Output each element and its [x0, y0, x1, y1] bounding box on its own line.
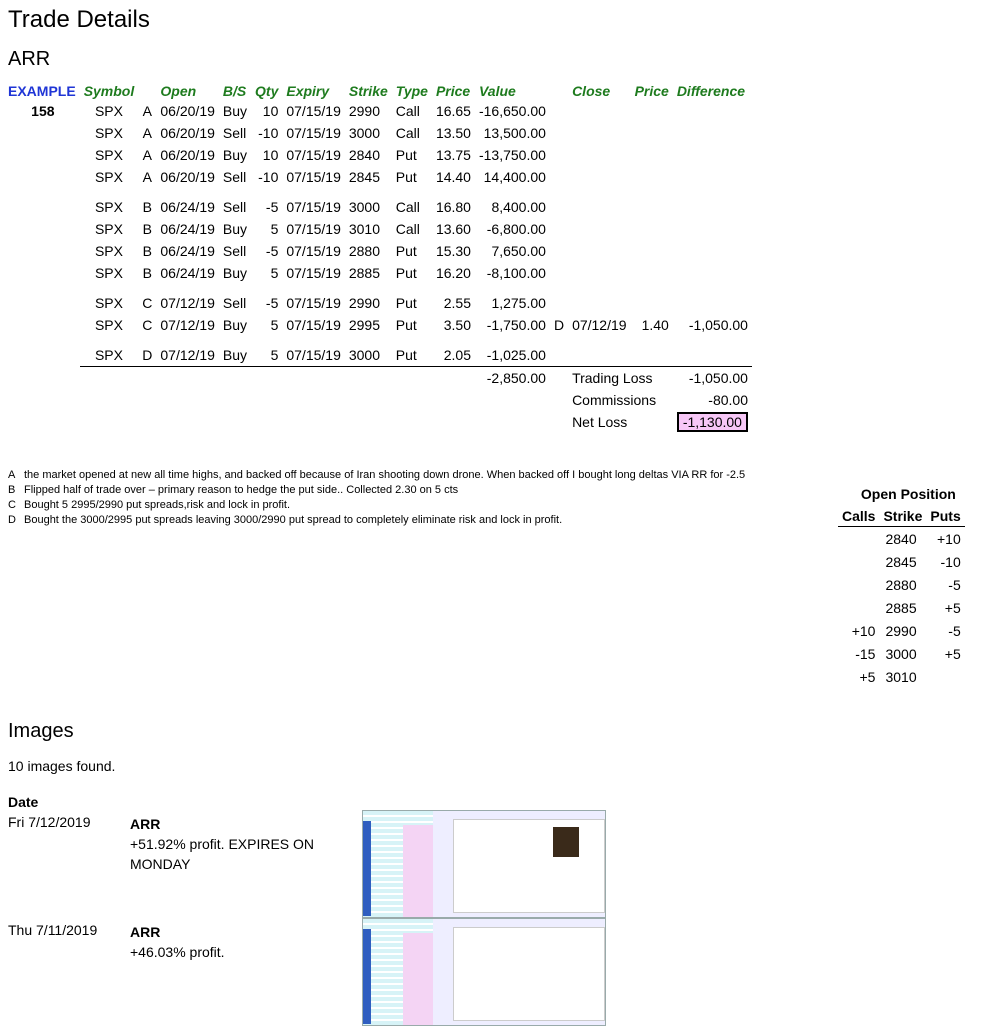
- open-position-row: [838, 527, 965, 551]
- value-total: -2,850.00: [80, 367, 550, 390]
- open-position-calls: -15: [855, 645, 876, 662]
- open-position-calls: [838, 573, 879, 596]
- col-price: Price: [435, 83, 471, 99]
- cell-close-price: 1.40: [641, 317, 669, 333]
- cell-qty: -10: [258, 125, 279, 141]
- cell-close-leg: [550, 262, 568, 284]
- cell-open: 06/20/19: [160, 147, 215, 163]
- cell-type: Call: [395, 103, 420, 119]
- cell-close-price: [631, 196, 673, 218]
- cell-open: 07/12/19: [160, 317, 215, 333]
- cell-type: Put: [395, 147, 417, 163]
- cell-strike: 3010: [348, 221, 381, 237]
- trade-table-header: [6, 82, 752, 100]
- cell-close-leg: [550, 240, 568, 262]
- open-position-row: [838, 619, 965, 642]
- cell-close: [568, 292, 631, 314]
- cell-qty: -5: [265, 295, 279, 311]
- cell-expiry: 07/15/19: [286, 317, 341, 333]
- trade-number-cell: [6, 166, 80, 188]
- cell-close-leg: D: [553, 317, 565, 333]
- cell-close: [568, 100, 631, 122]
- trade-number-cell: [6, 240, 80, 262]
- cell-strike: 2885: [348, 265, 381, 281]
- cell-strike: 2990: [348, 295, 381, 311]
- trade-row: [6, 314, 752, 336]
- open-position-row: [838, 665, 965, 688]
- cell-bs: Sell: [222, 199, 247, 215]
- trade-number-cell: [6, 314, 80, 336]
- cell-qty: 5: [270, 347, 279, 363]
- cell-expiry: 07/15/19: [286, 221, 341, 237]
- col-example: EXAMPLE: [8, 83, 76, 99]
- cell-difference: -1,050.00: [688, 317, 748, 333]
- cell-close-leg: [550, 100, 568, 122]
- col-close: Close: [572, 83, 611, 99]
- cell-qty: -5: [265, 199, 279, 215]
- cell-type: Put: [395, 243, 417, 259]
- trade-number-cell: [6, 144, 80, 166]
- open-position-strike: 2840: [885, 530, 917, 547]
- trade-row: [6, 166, 752, 188]
- cell-sym: SPX: [94, 125, 123, 141]
- cell-value: -6,800.00: [486, 221, 546, 237]
- cell-bs: Buy: [222, 265, 248, 281]
- cell-close-price: [631, 218, 673, 240]
- cell-value: 13,500.00: [483, 125, 546, 141]
- cell-value: -1,750.00: [486, 317, 546, 333]
- cell-strike: 2995: [348, 317, 381, 333]
- cell-price: 16.65: [435, 103, 471, 119]
- col-qty: Qty: [255, 83, 279, 99]
- open-position-calls: [838, 527, 879, 551]
- cell-qty: 5: [270, 221, 279, 237]
- cell-expiry: 07/15/19: [286, 103, 341, 119]
- cell-close-leg: [550, 122, 568, 144]
- col-value: Value: [478, 83, 516, 99]
- cell-difference: [673, 144, 752, 166]
- trading-loss-value: -1,050.00: [673, 367, 752, 390]
- cell-leg: A: [142, 125, 152, 141]
- note-item: [8, 498, 828, 513]
- cell-expiry: 07/15/19: [286, 125, 341, 141]
- trade-row: [6, 100, 752, 122]
- trade-row: [6, 344, 752, 367]
- cell-expiry: 07/15/19: [286, 295, 341, 311]
- cell-difference: [673, 240, 752, 262]
- cell-difference: [673, 196, 752, 218]
- cell-close: [568, 166, 631, 188]
- open-position-puts: -10: [940, 553, 961, 570]
- cell-close-leg: [550, 218, 568, 240]
- cell-price: 3.50: [443, 317, 471, 333]
- cell-close-price: [631, 262, 673, 284]
- cell-close: [568, 344, 631, 367]
- cell-value: 8,400.00: [491, 199, 546, 215]
- cell-value: -8,100.00: [486, 265, 546, 281]
- cell-bs: Sell: [222, 295, 247, 311]
- cell-open: 06/24/19: [160, 265, 215, 281]
- cell-leg: D: [142, 347, 153, 363]
- col-expiry: Expiry: [286, 83, 330, 99]
- cell-price: 2.05: [443, 347, 471, 363]
- open-position-strike: 3010: [885, 668, 917, 685]
- note-text: the market opened at new all time highs, and backed off because of Iran shooting down drone. When backed off I bought long deltas VIA RR for -2.5: [24, 469, 746, 481]
- open-position-puts: +5: [944, 599, 961, 616]
- cell-type: Put: [395, 265, 417, 281]
- cell-type: Put: [395, 347, 417, 363]
- col-strike: Strike: [348, 83, 388, 99]
- cell-open: 06/24/19: [160, 199, 215, 215]
- trade-row: [6, 262, 752, 284]
- net-loss-value: -1,130.00: [677, 412, 748, 432]
- cell-expiry: 07/15/19: [286, 199, 341, 215]
- note-key: B: [8, 484, 16, 496]
- cell-leg: B: [142, 243, 152, 259]
- cell-sym: SPX: [94, 265, 123, 281]
- cell-qty: 10: [262, 103, 279, 119]
- open-position-calls: +10: [851, 622, 876, 639]
- trade-row: [6, 218, 752, 240]
- cell-sym: SPX: [94, 199, 123, 215]
- trade-notes: [8, 468, 828, 528]
- cell-close-leg: [550, 196, 568, 218]
- cell-leg: B: [142, 221, 152, 237]
- trade-row: [6, 240, 752, 262]
- cell-qty: -10: [258, 169, 279, 185]
- cell-bs: Buy: [222, 147, 248, 163]
- cell-sym: SPX: [94, 103, 123, 119]
- cell-difference: [673, 218, 752, 240]
- open-position-calls-header: Calls: [838, 506, 879, 527]
- trade-row: [6, 122, 752, 144]
- cell-close-leg: [550, 344, 568, 367]
- cell-type: Call: [395, 125, 420, 141]
- image-entry-date: Fri 7/12/2019: [8, 814, 91, 830]
- cell-open: 07/12/19: [160, 295, 215, 311]
- cell-leg: A: [142, 147, 152, 163]
- cell-price: 2.55: [443, 295, 471, 311]
- open-position-table: [838, 486, 965, 688]
- cell-sym: SPX: [94, 347, 123, 363]
- cell-close: [568, 144, 631, 166]
- cell-close: 07/12/19: [572, 317, 627, 333]
- cell-open: 06/20/19: [160, 125, 215, 141]
- image-entry-text: +51.92% profit. EXPIRES ON MONDAY: [130, 836, 315, 872]
- trade-row: [6, 196, 752, 218]
- col-close-price: Price: [634, 83, 669, 99]
- cell-price: 15.30: [435, 243, 471, 259]
- cell-close: [568, 218, 631, 240]
- cell-close-price: [631, 144, 673, 166]
- trade-number-cell: [6, 218, 80, 240]
- cell-open: 06/20/19: [160, 169, 215, 185]
- cell-close-price: [631, 166, 673, 188]
- cell-close-price: [631, 240, 673, 262]
- cell-qty: -5: [265, 243, 279, 259]
- date-column-header: Date: [8, 794, 39, 810]
- cell-expiry: 07/15/19: [286, 265, 341, 281]
- open-position-puts: +5: [944, 645, 961, 662]
- note-item: [8, 468, 828, 483]
- cell-close-price: [631, 100, 673, 122]
- image-entry-date: Thu 7/11/2019: [8, 922, 98, 938]
- cell-price: 13.75: [435, 147, 471, 163]
- cell-difference: [673, 344, 752, 367]
- open-position-puts: +10: [936, 530, 961, 547]
- image-entry-symbol: ARR: [130, 924, 161, 940]
- trade-row: [6, 144, 752, 166]
- cell-value: 7,650.00: [491, 243, 546, 259]
- col-type: Type: [395, 83, 428, 99]
- trade-number-cell: [6, 122, 80, 144]
- cell-leg: A: [142, 169, 152, 185]
- trade-row: [6, 292, 752, 314]
- cell-strike: 3000: [348, 125, 381, 141]
- cell-value: -1,025.00: [486, 347, 546, 363]
- image-entry-text: +46.03% profit.: [130, 944, 225, 960]
- note-key: C: [8, 499, 16, 511]
- cell-qty: 5: [270, 317, 279, 333]
- trade-number: 158: [31, 103, 55, 119]
- cell-strike: 2845: [348, 169, 381, 185]
- cell-close-leg: [550, 166, 568, 188]
- images-count: 10 images found.: [8, 758, 116, 774]
- cell-bs: Buy: [222, 103, 248, 119]
- cell-difference: [673, 100, 752, 122]
- cell-leg: C: [142, 317, 153, 333]
- cell-type: Call: [395, 199, 420, 215]
- images-heading: Images: [8, 720, 74, 742]
- cell-bs: Sell: [222, 169, 247, 185]
- cell-leg: C: [142, 295, 153, 311]
- open-position-calls: [838, 550, 879, 573]
- cell-value: 14,400.00: [483, 169, 546, 185]
- cell-bs: Sell: [222, 243, 247, 259]
- cell-expiry: 07/15/19: [286, 169, 341, 185]
- open-position-row: [838, 550, 965, 573]
- cell-strike: 2990: [348, 103, 381, 119]
- note-key: A: [8, 469, 16, 481]
- cell-price: 16.20: [435, 265, 471, 281]
- col-difference: Difference: [676, 83, 746, 99]
- cell-bs: Buy: [222, 347, 248, 363]
- note-text: Bought 5 2995/2990 put spreads,risk and lock in profit.: [24, 499, 291, 511]
- cell-open: 06/20/19: [160, 103, 215, 119]
- note-text: Bought the 3000/2995 put spreads leaving 3000/2990 put spread to completely eliminate risk and lock in profit.: [24, 514, 563, 526]
- col-open: Open: [160, 83, 197, 99]
- cell-leg: B: [142, 199, 152, 215]
- cell-leg: A: [142, 103, 152, 119]
- cell-expiry: 07/15/19: [286, 243, 341, 259]
- cell-price: 16.80: [435, 199, 471, 215]
- cell-strike: 2840: [348, 147, 381, 163]
- open-position-puts: -5: [948, 622, 961, 639]
- commissions-label: Commissions: [572, 392, 657, 408]
- cell-bs: Sell: [222, 125, 247, 141]
- cell-price: 13.60: [435, 221, 471, 237]
- cell-close: [568, 240, 631, 262]
- trade-table: [6, 82, 752, 433]
- cell-close-price: [631, 344, 673, 367]
- note-item: [8, 513, 828, 528]
- screenshot-thumbnail[interactable]: [362, 918, 606, 1026]
- cell-close: [568, 122, 631, 144]
- trading-loss-label: Trading Loss: [568, 367, 673, 390]
- open-position-row: [838, 642, 965, 665]
- cell-value: 1,275.00: [491, 295, 546, 311]
- cell-type: Call: [395, 221, 420, 237]
- cell-bs: Buy: [222, 221, 248, 237]
- cell-difference: [673, 122, 752, 144]
- cell-sym: SPX: [94, 317, 123, 333]
- open-position-strike: 2845: [885, 553, 917, 570]
- cell-type: Put: [395, 295, 417, 311]
- col-symbol: Symbol: [83, 83, 135, 99]
- symbol-heading: ARR: [8, 48, 51, 70]
- cell-close: [568, 196, 631, 218]
- col-leg: [138, 82, 156, 100]
- open-position-puts: [926, 665, 964, 688]
- open-position-calls: +5: [859, 668, 876, 685]
- open-position-strike: 2880: [885, 576, 917, 593]
- cell-value: -16,650.00: [478, 103, 546, 119]
- open-position-row: [838, 573, 965, 596]
- cell-close-leg: [550, 144, 568, 166]
- col-close-leg: [550, 82, 568, 100]
- page-title: Trade Details: [8, 6, 150, 33]
- cell-difference: [673, 166, 752, 188]
- cell-close-price: [631, 122, 673, 144]
- cell-open: 06/24/19: [160, 221, 215, 237]
- trade-number-cell: [6, 292, 80, 314]
- cell-sym: SPX: [94, 295, 123, 311]
- open-position-strike: 3000: [885, 645, 917, 662]
- cell-type: Put: [395, 317, 417, 333]
- open-position-row: [838, 596, 965, 619]
- cell-close-leg: [550, 292, 568, 314]
- note-item: [8, 483, 828, 498]
- cell-sym: SPX: [94, 221, 123, 237]
- cell-strike: 2880: [348, 243, 381, 259]
- net-loss-label: Net Loss: [572, 414, 628, 430]
- cell-difference: [673, 262, 752, 284]
- open-position-title: Open Position: [860, 486, 956, 502]
- open-position-calls: [838, 596, 879, 619]
- trade-number-cell: [6, 262, 80, 284]
- cell-open: 07/12/19: [160, 347, 215, 363]
- cell-close-price: [631, 292, 673, 314]
- trade-number-cell: [6, 344, 80, 367]
- screenshot-thumbnail[interactable]: [362, 810, 606, 918]
- cell-bs: Buy: [222, 317, 248, 333]
- cell-qty: 5: [270, 265, 279, 281]
- open-position-puts-header: Puts: [926, 506, 964, 527]
- cell-price: 14.40: [435, 169, 471, 185]
- cell-open: 06/24/19: [160, 243, 215, 259]
- open-position-strike: 2990: [885, 622, 917, 639]
- cell-value: -13,750.00: [478, 147, 546, 163]
- open-position-strike: 2885: [885, 599, 917, 616]
- cell-qty: 10: [262, 147, 279, 163]
- cell-expiry: 07/15/19: [286, 147, 341, 163]
- cell-strike: 3000: [348, 199, 381, 215]
- commissions-value: -80.00: [708, 392, 748, 408]
- note-key: D: [8, 514, 16, 526]
- cell-sym: SPX: [94, 169, 123, 185]
- open-position-puts: -5: [948, 576, 961, 593]
- cell-price: 13.50: [435, 125, 471, 141]
- cell-sym: SPX: [94, 243, 123, 259]
- cell-type: Put: [395, 169, 417, 185]
- cell-sym: SPX: [94, 147, 123, 163]
- cell-leg: B: [142, 265, 152, 281]
- cell-close: [568, 262, 631, 284]
- cell-strike: 3000: [348, 347, 381, 363]
- col-bs: B/S: [222, 83, 247, 99]
- open-position-strike-header: Strike: [879, 506, 926, 527]
- note-text: Flipped half of trade over – primary reason to hedge the put side.. Collected 2.30 on 5 cts: [24, 484, 459, 496]
- cell-expiry: 07/15/19: [286, 347, 341, 363]
- trade-number-cell: [6, 196, 80, 218]
- image-entry-symbol: ARR: [130, 816, 161, 832]
- cell-difference: [673, 292, 752, 314]
